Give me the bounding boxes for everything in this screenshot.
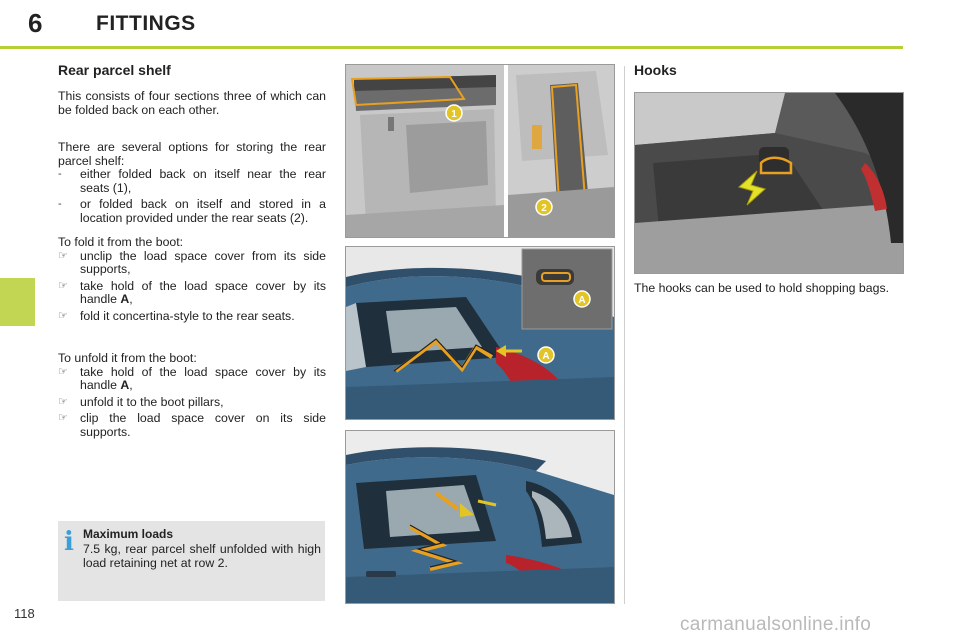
unfold-step-text: unfold it to the boot pillars, (80, 394, 224, 409)
dash-marker: - (58, 198, 62, 210)
handle-badge-a-label: A (542, 351, 550, 362)
fold-step (58, 280, 326, 307)
storage-option (58, 198, 326, 225)
dash-marker: - (58, 168, 62, 180)
info-icon: i (64, 527, 74, 557)
fold-step-text: unclip the load space cover from its side supports, (80, 248, 326, 276)
hooks-illustration (634, 92, 904, 274)
storage-option (58, 168, 326, 195)
chapter-side-tab[interactable] (0, 278, 35, 326)
unfold-intro: To unfold it from the boot: (58, 351, 197, 365)
fold-shelf-illustration (345, 246, 615, 420)
storage-option-text: or folded back on itself and stored in a location provided under the rear seats (2). (80, 197, 326, 225)
hooks-text: The hooks can be used to hold shopping bags. (634, 281, 890, 295)
pointing-hand-icon: ☞ (58, 279, 68, 292)
pointing-hand-icon: ☞ (58, 412, 68, 424)
info-text: 7.5 kg, rear parcel shelf unfolded with high load retaining net at row 2. (83, 542, 321, 570)
chapter-title: FITTINGS (96, 12, 196, 35)
fold-intro: To fold it from the boot: (58, 235, 184, 249)
unfold-shelf-illustration (345, 430, 615, 604)
info-title: Maximum loads (83, 527, 174, 541)
pointing-hand-icon: ☞ (58, 249, 68, 262)
page-number: 118 (14, 606, 35, 621)
fold-step (58, 250, 326, 277)
header-rule (0, 46, 903, 49)
handle-badge-a-inset-label: A (578, 295, 586, 306)
unfold-step-text: clip the load space cover on its side supports. (80, 411, 326, 439)
pointing-hand-icon: ☞ (58, 365, 68, 378)
fold-step-text: fold it concertina-style to the rear seats. (80, 308, 295, 323)
storage-option-text: either folded back on itself near the rear seats (1), (80, 167, 326, 195)
handle-letter: A (120, 292, 130, 306)
parcel-shelf-section (58, 62, 326, 442)
position-badge-2-label: 2 (541, 203, 547, 214)
fold-step-text-main: take hold of the load space cover by its handle (80, 278, 326, 306)
max-loads-info-box (58, 521, 325, 601)
handle-letter: A (120, 378, 130, 392)
boot-shelf-positions-illustration (345, 64, 615, 238)
fold-step-text (80, 280, 326, 307)
column-divider (624, 66, 625, 604)
unfold-step (58, 396, 326, 410)
pointing-hand-icon: ☞ (58, 309, 68, 322)
storage-options-intro: There are several options for storing the rear parcel shelf: (58, 140, 326, 168)
parcel-shelf-intro: This consists of four sections three of which can be folded back on each other. (58, 89, 326, 117)
position-badge-1-label: 1 (451, 109, 457, 120)
handle-suffix: , (129, 292, 133, 306)
unfold-step (58, 412, 326, 439)
unfold-step-text (80, 366, 326, 393)
pointing-hand-icon: ☞ (58, 395, 68, 408)
fold-step (58, 310, 326, 324)
chapter-number: 6 (28, 8, 43, 38)
watermark: carmanualsonline.info (680, 614, 872, 635)
unfold-step (58, 366, 326, 393)
handle-suffix: , (129, 378, 133, 392)
hooks-heading: Hooks (634, 62, 677, 78)
parcel-shelf-heading: Rear parcel shelf (58, 62, 171, 78)
unfold-step-text-main: take hold of the load space cover by its handle (80, 364, 326, 392)
